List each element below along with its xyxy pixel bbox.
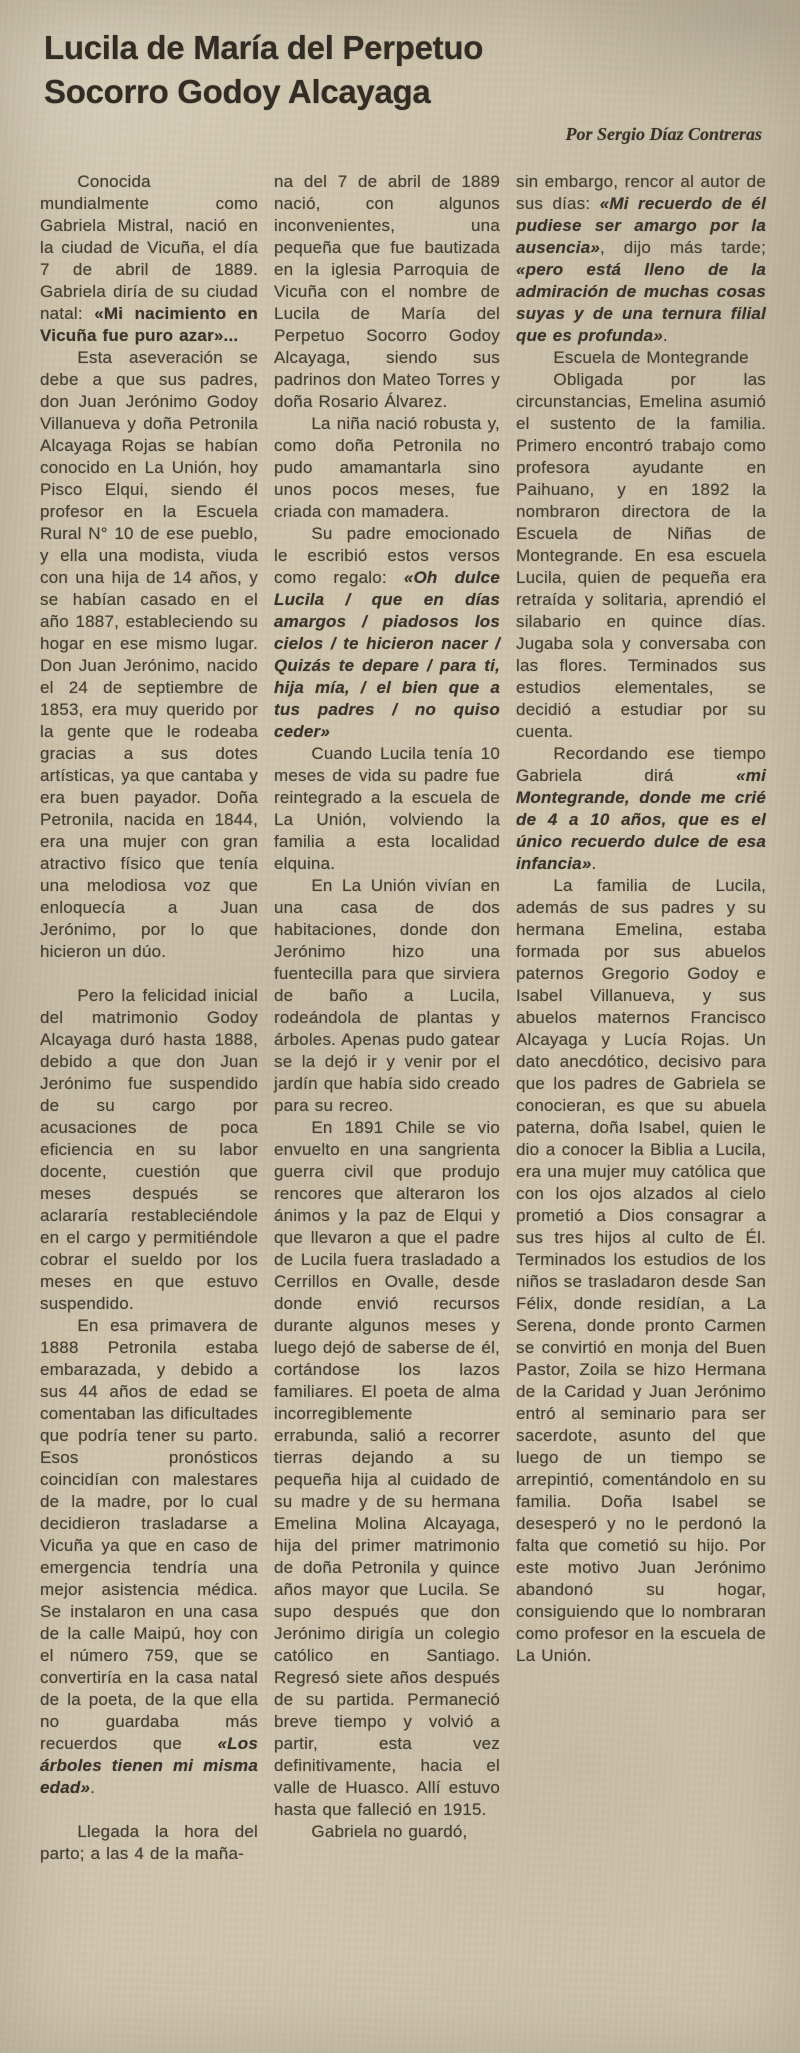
paragraph [40,1315,258,1799]
paragraph [40,1821,258,1865]
quote-segment: «pero está lleno de la admiración de muchas cosas suyas y de una ternura filial que es profunda» [516,260,766,345]
article-column-1 [40,171,258,1865]
paragraph [516,171,766,347]
paragraph [274,171,500,413]
quote-segment: «Los árboles tienen mi misma edad» [40,1734,258,1797]
article-column-2 [274,171,500,1865]
text-segment: En esa primavera de 1888 Petronila estaba embarazada, y debido a sus 44 años de edad se comentaban las dificultades que podría tener su parto. Esos pronósticos coincidían con malestares de la madre, por lo cual decidieron trasladarse a Vicuña ya que en caso de emergencia tendría una mejor asistencia médica. Se instalaron en una casa de la calle Maipú, hoy con el número 759, que se convertiría en la casa natal de la poeta, de la que ella no guardaba más recuerdos que [40,1316,258,1753]
paragraph [274,1117,500,1821]
byline: Por Sergio Díaz Contreras [565,124,762,144]
headline-line-2: Socorro Godoy Alcayaga [44,73,431,110]
headline-line-1: Lucila de María del Perpetuo [44,29,484,66]
article-headline [44,26,770,114]
paragraph [516,743,766,875]
paragraph [274,875,500,1117]
text-segment: Escuela de Montegrande [553,348,749,367]
paragraph [274,743,500,875]
text-segment: Conocida mundialmente como Gabriela Mistral, nació en la ciudad de Vicuña, el día 7 de abril de 1889. Gabriela diría de su ciudad natal: [40,172,258,323]
quote-segment: «Mi nacimiento en Vicuña fue puro azar»... [40,304,258,345]
text-segment: Obligada por las circunstancias, Emelina asumió el sustento de la familia. Primero encontró trabajo como profesora ayudante en Paihuano, y en 1892 la nombraron directora de la Escuela de Niñas de Montegrande. En esa escuela Lucila, quien de pequeña era retraída y solitaria, aprendió el silabario en quince días. Jugaba sola y conversaba con las flores. Terminados sus estudios elementales, se decidió a estudiar por su cuenta. [516,370,766,741]
paragraph [516,369,766,743]
quote-segment: «mi Montegrande, donde me crié de 4 a 10 años, que es el único recuerdo dulce de esa infancia» [516,766,766,873]
text-segment: Cuando Lucila tenía 10 meses de vida su padre fue reintegrado a la escuela de La Unión, volviendo la familia a esta localidad elquina. [274,744,500,873]
text-segment: Pero la felicidad inicial del matrimonio Godoy Alcayaga duró hasta 1888, debido a que don Juan Jerónimo fue suspendido de su cargo por acusaciones de poca eficiencia en su labor docente, cuestión que meses después se aclararía restableciéndole en el cargo y permitiéndole cobrar el sueldo por los meses en que estuvo suspendido. [40,986,258,1313]
paragraph [516,875,766,1667]
text-segment: La niña nació robusta y, como doña Petronila no pudo amamantarla sino unos pocos meses, fue criada con mamadera. [274,414,500,521]
paragraph [516,347,766,369]
text-segment: Esta aseveración se debe a que sus padres, don Juan Jerónimo Godoy Villanueva y doña Petronila Alcayaga Rojas se habían conocido en La Unión, hoy Pisco Elqui, siendo él profesor en la Escuela Rural N° 10 de ese pueblo, y ella una modista, viuda con una hija de 14 años, y se habían casado en el año 1887, estableciendo su hogar en ese mismo lugar. Don Juan Jerónimo, nacido el 24 de septiembre de 1853, era muy querido por la gente que le rodeaba gracias a sus dotes artísticas, ya que cantaba y era buen payador. Doña Petronila, nacida en 1844, era una mujer con gran atractivo físico que tenía una melodiosa voz que enloquecía a Juan Jerónimo, por lo que hicieron un dúo. [40,348,258,961]
text-segment: . [662,326,668,345]
text-segment: . [591,854,597,873]
article-column-3 [516,171,766,1865]
paragraph [40,171,258,347]
quote-segment: «Mi recuerdo de él pudiese ser amargo por la ausencia» [516,194,766,257]
paragraph [40,985,258,1315]
paragraph [274,1821,500,1843]
text-segment: En La Unión vivían en una casa de dos habitaciones, donde don Jerónimo hizo una fuentecilla para que sirviera de baño a Lucila, rodeándola de plantas y árboles. Apenas pudo gatear se la dejó ir y venir por el jardín que había sido creado para su recreo. [274,876,500,1115]
paragraph [274,413,500,523]
text-segment: Gabriela no guardó, [311,1822,468,1841]
article-columns [40,171,766,1865]
text-segment: . [90,1778,96,1797]
text-segment: En 1891 Chile se vio envuelto en una sangrienta guerra civil que produjo rencores que alteraron los ánimos y la paz de Elqui y que llevaron a que el padre de Lucila fuera trasladado a Cerrillos en Ovalle, desde donde envió recursos durante algunos meses y luego dejó de saberse de él, cortándose los lazos familiares. El poeta de alma incorregiblemente errabunda, salió a recorrer tierras dejando a su pequeña hija al cuidado de su madre y de su hermana Emelina Molina Alcayaga, hija del primer matrimonio de doña Petronila y quince años mayor que Lucila. Se supo después que don Jerónimo dirigía un colegio católico en Santiago. Regresó siete años después de su partida. Permaneció breve tiempo y volvió a partir, esta vez definitivamente, hacia el valle de Huasco. Allí estuvo hasta que falleció en 1915. [274,1118,500,1819]
text-segment: , dijo más tarde; [600,238,766,257]
text-segment: La familia de Lucila, además de sus padres y su hermana Emelina, estaba formada por sus abuelos paternos Gregorio Godoy e Isabel Villanueva, y sus abuelos maternos Francisco Alcayaga y Lucía Rojas. Un dato anecdótico, decisivo para que los padres de Gabriela se conocieran, es que su abuela paterna, doña Isabel, quien le dio a conocer la Biblia a Lucila, era una mujer muy católica que con los ojos alzados al cielo prometió a Dios consagrar a sus tres hijos al culto de Él. Terminados los estudios de los niños se trasladaron desde San Félix, donde residían, a La Serena, donde pronto Carmen se convirtió en monja del Buen Pastor, Zoila se hizo Hermana de la Caridad y Juan Jerónimo entró al seminario para ser sacerdote, asunto del que luego de un tiempo se arrepintió, comentándolo en su familia. Doña Isabel se desesperó y no le perdonó la falta que cometió su hijo. Por este motivo Juan Jerónimo abandonó su hogar, consiguiendo que lo nombraran como profesor en la escuela de La Unión. [516,876,766,1665]
text-segment: Llegada la hora del parto; a las 4 de la maña- [40,1822,258,1863]
paragraph [274,523,500,743]
text-segment: na del 7 de abril de 1889 nació, con algunos inconvenientes, una pequeña que fue bautizada en la iglesia Parroquia de Vicuña con el nombre de Lucila de María del Perpetuo Socorro Godoy Alcayaga, siendo sus padrinos don Mateo Torres y doña Rosario Álvarez. [274,172,500,411]
text-segment: Recordando ese tiempo Gabriela dirá [516,744,766,785]
text-segment: sin embargo, rencor al autor de sus días: [516,172,766,213]
quote-segment: «Oh dulce Lucila / que en días amargos / piadosos los cielos / te hicieron nacer / Quizás te depare / para ti, hija mía, / el bien que a tus padres / no quiso ceder» [274,568,500,741]
paragraph [40,347,258,963]
text-segment: Su padre emocionado le escribió estos versos como regalo: [274,524,500,587]
